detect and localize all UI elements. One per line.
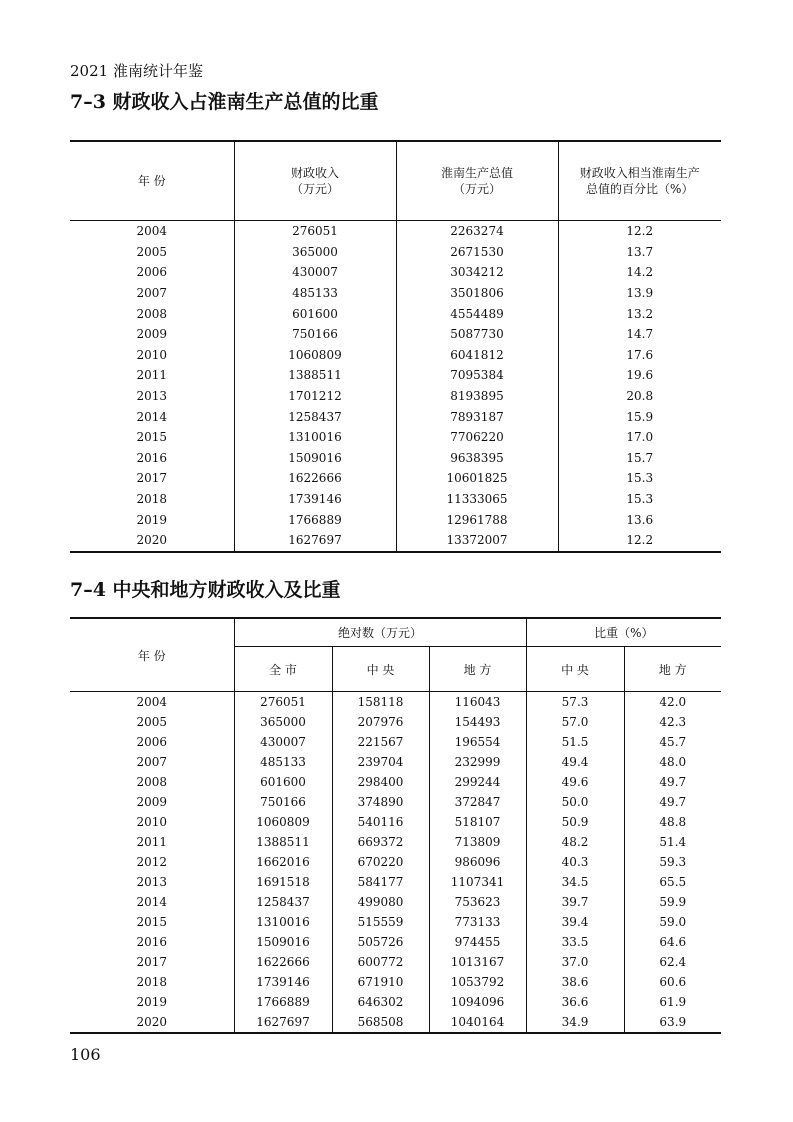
table-cell: 50.9 bbox=[526, 812, 624, 832]
table-cell: 1013167 bbox=[429, 952, 526, 972]
table-cell: 61.9 bbox=[624, 992, 721, 1012]
table-cell: 33.5 bbox=[526, 932, 624, 952]
table-row bbox=[70, 530, 721, 552]
header-text: 财政收入相当淮南生产 总值的百分比（%） bbox=[579, 166, 700, 196]
table-cell: 7893187 bbox=[396, 406, 558, 427]
table1-header-row bbox=[70, 141, 721, 221]
table-cell: 568508 bbox=[332, 1012, 429, 1033]
table-cell: 2263274 bbox=[396, 221, 558, 242]
table-cell: 2007 bbox=[136, 755, 168, 769]
table2 bbox=[70, 617, 721, 1034]
table-cell: 1622666 bbox=[234, 468, 396, 489]
table-cell: 298400 bbox=[332, 772, 429, 792]
table-cell: 207976 bbox=[332, 712, 429, 732]
table-row bbox=[70, 972, 721, 992]
table2-header-row-1 bbox=[70, 618, 721, 647]
table-cell: 48.8 bbox=[624, 812, 721, 832]
table-cell: 60.6 bbox=[624, 972, 721, 992]
table-cell: 2018 bbox=[136, 492, 168, 507]
table-cell: 13.2 bbox=[558, 303, 721, 324]
table-cell: 13372007 bbox=[396, 530, 558, 552]
table-cell: 2017 bbox=[136, 955, 168, 969]
table-cell: 15.3 bbox=[558, 489, 721, 510]
table-row bbox=[70, 448, 721, 469]
table-row bbox=[70, 712, 721, 732]
table-cell: 37.0 bbox=[526, 952, 624, 972]
table-cell: 1509016 bbox=[234, 448, 396, 469]
table-row bbox=[70, 345, 721, 366]
running-header: 2021 淮南统计年鉴 bbox=[70, 62, 203, 80]
table-cell: 2014 bbox=[136, 409, 168, 424]
table-cell: 12.2 bbox=[558, 530, 721, 552]
table-cell: 19.6 bbox=[558, 365, 721, 386]
table-cell: 2016 bbox=[136, 935, 168, 949]
table-cell: 2004 bbox=[136, 224, 168, 239]
table-cell: 515559 bbox=[332, 912, 429, 932]
table-cell: 2013 bbox=[136, 389, 168, 404]
table-cell: 17.0 bbox=[558, 427, 721, 448]
table2-header-share: 比重（%） bbox=[526, 618, 721, 647]
table-cell: 7095384 bbox=[396, 365, 558, 386]
table-cell: 14.2 bbox=[558, 262, 721, 283]
table2-subheader-central: 中 央 bbox=[332, 647, 429, 692]
table-cell: 1509016 bbox=[234, 932, 332, 952]
table-cell: 39.7 bbox=[526, 892, 624, 912]
table-cell: 2009 bbox=[136, 795, 168, 809]
table-cell: 499080 bbox=[332, 892, 429, 912]
table-cell: 540116 bbox=[332, 812, 429, 832]
table-cell: 1107341 bbox=[429, 872, 526, 892]
table-cell: 9638395 bbox=[396, 448, 558, 469]
table-row bbox=[70, 752, 721, 772]
table-cell: 299244 bbox=[429, 772, 526, 792]
table-row bbox=[70, 406, 721, 427]
table-cell: 986096 bbox=[429, 852, 526, 872]
table-row bbox=[70, 489, 721, 510]
table-row bbox=[70, 732, 721, 752]
table-cell: 1662016 bbox=[234, 852, 332, 872]
table-cell: 239704 bbox=[332, 752, 429, 772]
table-cell: 232999 bbox=[429, 752, 526, 772]
table-cell: 753623 bbox=[429, 892, 526, 912]
table-cell: 2015 bbox=[136, 915, 168, 929]
table-cell: 42.0 bbox=[624, 692, 721, 713]
table2-subheader-central-share: 中 央 bbox=[526, 647, 624, 692]
table-cell: 154493 bbox=[429, 712, 526, 732]
table-cell: 34.9 bbox=[526, 1012, 624, 1033]
table-cell: 1739146 bbox=[234, 489, 396, 510]
table-row bbox=[70, 386, 721, 407]
table-row bbox=[70, 812, 721, 832]
table-cell: 518107 bbox=[429, 812, 526, 832]
table-cell: 2020 bbox=[70, 530, 234, 552]
table-cell: 372847 bbox=[429, 792, 526, 812]
table-cell: 2017 bbox=[136, 471, 168, 486]
table-cell: 49.6 bbox=[526, 772, 624, 792]
table-row bbox=[70, 892, 721, 912]
table-cell: 1040164 bbox=[429, 1012, 526, 1033]
table1-header-year bbox=[70, 141, 234, 221]
table-row bbox=[70, 992, 721, 1012]
table-cell: 2006 bbox=[136, 735, 168, 749]
table-cell: 1691518 bbox=[234, 872, 332, 892]
table-cell: 34.5 bbox=[526, 872, 624, 892]
table-cell: 1766889 bbox=[234, 992, 332, 1012]
table-row bbox=[70, 952, 721, 972]
table-cell: 7706220 bbox=[396, 427, 558, 448]
table-cell: 1053792 bbox=[429, 972, 526, 992]
table-cell: 40.3 bbox=[526, 852, 624, 872]
table-cell: 2019 bbox=[136, 995, 168, 1009]
table-cell: 2671530 bbox=[396, 242, 558, 263]
table-row bbox=[70, 912, 721, 932]
table-cell: 2015 bbox=[136, 430, 168, 445]
table-cell: 505726 bbox=[332, 932, 429, 952]
table2-header-absolute: 绝对数（万元） bbox=[234, 618, 526, 647]
table-row bbox=[70, 221, 721, 242]
table-cell: 276051 bbox=[234, 221, 396, 242]
table-cell: 601600 bbox=[234, 303, 396, 324]
table-cell: 2005 bbox=[136, 715, 168, 729]
table-cell: 646302 bbox=[332, 992, 429, 1012]
table-cell: 750166 bbox=[234, 792, 332, 812]
table-cell: 59.0 bbox=[624, 912, 721, 932]
table-cell: 11333065 bbox=[396, 489, 558, 510]
table1-header-revenue bbox=[234, 141, 396, 221]
table-cell: 2007 bbox=[136, 286, 168, 301]
table-cell: 2014 bbox=[136, 895, 168, 909]
table-cell: 116043 bbox=[429, 692, 526, 713]
table-cell: 2004 bbox=[136, 695, 168, 709]
table-cell: 2008 bbox=[136, 775, 168, 789]
table-cell: 49.7 bbox=[624, 772, 721, 792]
table-cell: 2020 bbox=[70, 1012, 234, 1033]
table-cell: 3034212 bbox=[396, 262, 558, 283]
table-cell: 713809 bbox=[429, 832, 526, 852]
table-cell: 2016 bbox=[136, 450, 168, 465]
table-cell: 601600 bbox=[234, 772, 332, 792]
table-cell: 974455 bbox=[429, 932, 526, 952]
table-cell: 15.7 bbox=[558, 448, 721, 469]
table-cell: 13.7 bbox=[558, 242, 721, 263]
table-cell: 1701212 bbox=[234, 386, 396, 407]
table-cell: 1627697 bbox=[234, 530, 396, 552]
table-cell: 365000 bbox=[234, 242, 396, 263]
table-row bbox=[70, 772, 721, 792]
table-cell: 1258437 bbox=[234, 406, 396, 427]
table-row bbox=[70, 509, 721, 530]
table2-title: 7–4 中央和地方财政收入及比重 bbox=[70, 579, 341, 601]
table-cell: 49.4 bbox=[526, 752, 624, 772]
table-cell: 2013 bbox=[136, 875, 168, 889]
table-cell: 59.3 bbox=[624, 852, 721, 872]
table-cell: 485133 bbox=[234, 752, 332, 772]
table-cell: 64.6 bbox=[624, 932, 721, 952]
table-row bbox=[70, 792, 721, 812]
table-row bbox=[70, 1012, 721, 1033]
table-cell: 39.4 bbox=[526, 912, 624, 932]
table-cell: 1388511 bbox=[234, 832, 332, 852]
table-row bbox=[70, 262, 721, 283]
table-cell: 57.3 bbox=[526, 692, 624, 713]
table-row bbox=[70, 692, 721, 713]
table-cell: 57.0 bbox=[526, 712, 624, 732]
table-cell: 63.9 bbox=[624, 1012, 721, 1033]
header-text: 财政收入 （万元） bbox=[290, 166, 339, 196]
table-cell: 15.3 bbox=[558, 468, 721, 489]
table-row bbox=[70, 303, 721, 324]
table-cell: 773133 bbox=[429, 912, 526, 932]
table-cell: 59.9 bbox=[624, 892, 721, 912]
table-cell: 20.8 bbox=[558, 386, 721, 407]
table1-header-gdp bbox=[396, 141, 558, 221]
table-cell: 13.6 bbox=[558, 509, 721, 530]
table-cell: 65.5 bbox=[624, 872, 721, 892]
table-cell: 2018 bbox=[136, 975, 168, 989]
table-cell: 2011 bbox=[136, 835, 168, 849]
header-text: 年 份 bbox=[137, 174, 166, 188]
table-cell: 48.2 bbox=[526, 832, 624, 852]
table-cell: 669372 bbox=[332, 832, 429, 852]
table-cell: 51.4 bbox=[624, 832, 721, 852]
table-cell: 48.0 bbox=[624, 752, 721, 772]
table-cell: 485133 bbox=[234, 283, 396, 304]
table-cell: 17.6 bbox=[558, 345, 721, 366]
table-cell: 2010 bbox=[136, 347, 168, 362]
table-cell: 276051 bbox=[234, 692, 332, 713]
table-cell: 2005 bbox=[136, 244, 168, 259]
table-cell: 38.6 bbox=[526, 972, 624, 992]
table-cell: 670220 bbox=[332, 852, 429, 872]
table2-header-year: 年 份 bbox=[70, 618, 234, 692]
table-cell: 2006 bbox=[136, 265, 168, 280]
table-cell: 374890 bbox=[332, 792, 429, 812]
table-cell: 1258437 bbox=[234, 892, 332, 912]
table-cell: 36.6 bbox=[526, 992, 624, 1012]
table2-subheader-city: 全 市 bbox=[234, 647, 332, 692]
table-row bbox=[70, 468, 721, 489]
table-cell: 10601825 bbox=[396, 468, 558, 489]
table-cell: 13.9 bbox=[558, 283, 721, 304]
table-cell: 12961788 bbox=[396, 509, 558, 530]
table-row bbox=[70, 242, 721, 263]
table-cell: 12.2 bbox=[558, 221, 721, 242]
table-cell: 430007 bbox=[234, 732, 332, 752]
table-cell: 671910 bbox=[332, 972, 429, 992]
table-cell: 158118 bbox=[332, 692, 429, 713]
table-cell: 600772 bbox=[332, 952, 429, 972]
table-cell: 1310016 bbox=[234, 427, 396, 448]
table-cell: 8193895 bbox=[396, 386, 558, 407]
table-row bbox=[70, 932, 721, 952]
table-cell: 196554 bbox=[429, 732, 526, 752]
table-row bbox=[70, 365, 721, 386]
table-cell: 2012 bbox=[136, 855, 168, 869]
table-cell: 2011 bbox=[136, 368, 168, 383]
table-cell: 2019 bbox=[136, 512, 168, 527]
table-row bbox=[70, 324, 721, 345]
table-row bbox=[70, 832, 721, 852]
table-row bbox=[70, 872, 721, 892]
table-cell: 62.4 bbox=[624, 952, 721, 972]
table-row bbox=[70, 427, 721, 448]
table-cell: 584177 bbox=[332, 872, 429, 892]
table-cell: 45.7 bbox=[624, 732, 721, 752]
table1-header-percent bbox=[558, 141, 721, 221]
table-row bbox=[70, 852, 721, 872]
table1-title: 7–3 财政收入占淮南生产总值的比重 bbox=[70, 91, 379, 113]
table-cell: 1094096 bbox=[429, 992, 526, 1012]
table1 bbox=[70, 140, 721, 553]
table-cell: 2009 bbox=[136, 327, 168, 342]
table-cell: 2008 bbox=[136, 306, 168, 321]
page-number: 106 bbox=[70, 1045, 101, 1064]
table-cell: 49.7 bbox=[624, 792, 721, 812]
table-cell: 1310016 bbox=[234, 912, 332, 932]
table-cell: 430007 bbox=[234, 262, 396, 283]
table-row bbox=[70, 283, 721, 304]
table-cell: 221567 bbox=[332, 732, 429, 752]
table2-subheader-local-share: 地 方 bbox=[624, 647, 721, 692]
table-cell: 750166 bbox=[234, 324, 396, 345]
table-cell: 5087730 bbox=[396, 324, 558, 345]
table-cell: 1627697 bbox=[234, 1012, 332, 1033]
table2-subheader-local: 地 方 bbox=[429, 647, 526, 692]
table-cell: 365000 bbox=[234, 712, 332, 732]
table-cell: 1060809 bbox=[234, 812, 332, 832]
table-cell: 1060809 bbox=[234, 345, 396, 366]
table-cell: 2010 bbox=[136, 815, 168, 829]
table-cell: 14.7 bbox=[558, 324, 721, 345]
table-cell: 6041812 bbox=[396, 345, 558, 366]
table-cell: 3501806 bbox=[396, 283, 558, 304]
table-cell: 51.5 bbox=[526, 732, 624, 752]
table-cell: 1739146 bbox=[234, 972, 332, 992]
table-cell: 15.9 bbox=[558, 406, 721, 427]
table-cell: 50.0 bbox=[526, 792, 624, 812]
table-cell: 1766889 bbox=[234, 509, 396, 530]
table-cell: 42.3 bbox=[624, 712, 721, 732]
table-cell: 1388511 bbox=[234, 365, 396, 386]
table-cell: 1622666 bbox=[234, 952, 332, 972]
header-text: 淮南生产总值 （万元） bbox=[440, 166, 513, 196]
table-cell: 4554489 bbox=[396, 303, 558, 324]
